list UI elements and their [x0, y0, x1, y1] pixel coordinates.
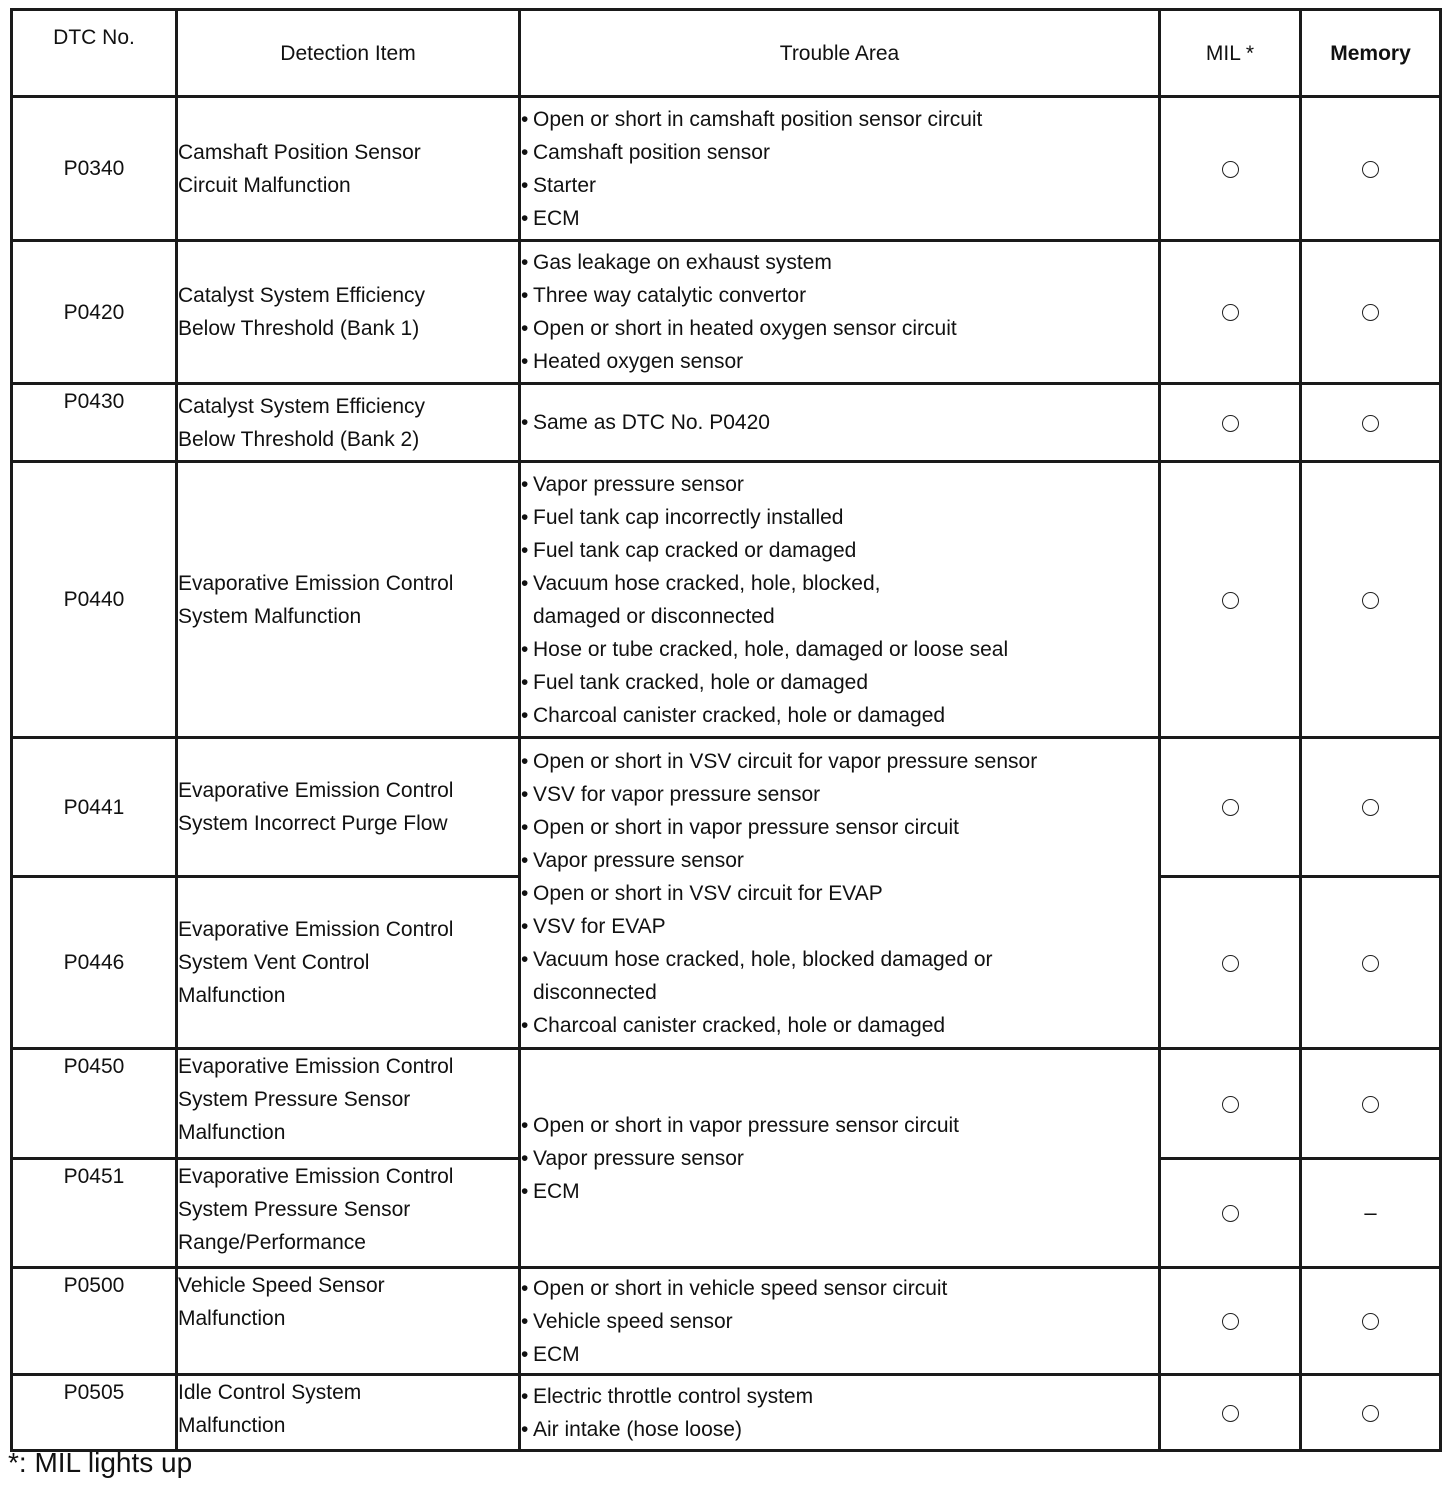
detection-item-line: Camshaft Position Sensor [178, 140, 421, 164]
bullet-dot-icon: • [521, 637, 529, 661]
detection-item-line: System Pressure Sensor [178, 1088, 411, 1111]
detection-item-line: Evaporative Emission Control [178, 918, 454, 941]
circle-mark-icon [1362, 799, 1379, 816]
mil-indicator [1160, 1049, 1301, 1159]
trouble-area-continuation: disconnected [533, 980, 657, 1004]
mil-indicator [1160, 877, 1301, 1049]
trouble-area-text: Starter [533, 173, 597, 197]
mil-indicator [1160, 1268, 1301, 1375]
detection-item-line: Below Threshold (Bank 2) [178, 427, 420, 451]
trouble-area-bullet [521, 1380, 1158, 1413]
bullet-dot-icon: • [521, 703, 529, 727]
bullet-dot-icon: • [521, 173, 529, 197]
bullet-dot-icon: • [521, 1113, 529, 1137]
detection-item-line: Evaporative Emission Control [178, 1055, 454, 1078]
trouble-area-text: Open or short in vapor pressure sensor circuit [533, 815, 960, 839]
bullet-dot-icon: • [521, 284, 529, 307]
trouble-area [520, 1375, 1160, 1451]
table-row [12, 738, 1441, 877]
bullet-dot-icon: • [521, 206, 529, 230]
circle-mark-icon [1362, 304, 1379, 321]
bullet-dot-icon: • [521, 538, 529, 562]
bullet-dot-icon: • [521, 1384, 529, 1408]
footnote: *: MIL lights up [8, 1447, 193, 1478]
header-trouble-area: Trouble Area [520, 10, 1160, 97]
detection-item-line: System Pressure Sensor [178, 1198, 411, 1221]
bullet-dot-icon: • [521, 317, 529, 340]
header-dtc-no: DTC No. [12, 10, 177, 97]
trouble-area-text: Open or short in VSV circuit for vapor pressure sensor [533, 749, 1038, 773]
detection-item [177, 1159, 520, 1268]
memory-indicator [1301, 738, 1441, 877]
detection-item-line: Catalyst System Efficiency [178, 284, 426, 307]
trouble-area-bullet [521, 468, 1158, 501]
detection-item-line: Malfunction [178, 1307, 286, 1330]
trouble-area-bullet [521, 1009, 1158, 1042]
trouble-area-text: Three way catalytic convertor [533, 284, 807, 307]
circle-mark-icon [1222, 1405, 1239, 1422]
circle-mark-icon [1362, 1096, 1379, 1113]
memory-indicator [1301, 462, 1441, 738]
trouble-area-bullet [521, 1413, 1158, 1446]
memory-indicator [1301, 1375, 1441, 1451]
circle-mark-icon [1222, 592, 1239, 609]
trouble-area-text: Electric throttle control system [533, 1384, 814, 1408]
circle-mark-icon [1362, 1313, 1379, 1330]
trouble-area-text: Charcoal canister cracked, hole or damaged [533, 1013, 946, 1037]
trouble-area-text: Open or short in vapor pressure sensor circuit [533, 1113, 960, 1137]
bullet-dot-icon: • [521, 881, 529, 905]
bullet-dot-icon: • [521, 350, 529, 373]
dtc-code [12, 738, 177, 877]
trouble-area-bullet [521, 633, 1158, 666]
dtc-code-text: P0430 [63, 390, 125, 413]
bullet-dot-icon: • [521, 749, 529, 773]
dtc-code-text: P0420 [63, 300, 125, 324]
circle-mark-icon [1222, 304, 1239, 321]
detection-item-line: Evaporative Emission Control [178, 1165, 454, 1188]
detection-item-line: System Malfunction [178, 604, 362, 628]
circle-mark-icon [1362, 415, 1379, 432]
mil-indicator [1160, 241, 1301, 384]
mil-indicator [1160, 1159, 1301, 1268]
trouble-area-bullet [521, 406, 1158, 439]
bullet-dot-icon: • [521, 947, 529, 971]
trouble-area-text: Open or short in camshaft position sensor circuit [533, 107, 983, 131]
trouble-area-bullet [521, 246, 1158, 279]
dtc-code [12, 462, 177, 738]
trouble-area-bullet [521, 877, 1158, 910]
circle-mark-icon [1222, 161, 1239, 178]
table-row [12, 97, 1441, 241]
trouble-area-bullet [521, 1338, 1158, 1371]
trouble-area-text: Vacuum hose cracked, hole, blocked, [533, 571, 881, 595]
bullet-dot-icon: • [521, 411, 529, 434]
mil-indicator [1160, 384, 1301, 462]
trouble-area-bullet [521, 534, 1158, 567]
dtc-code [12, 97, 177, 241]
circle-mark-icon [1362, 955, 1379, 972]
trouble-area [520, 462, 1160, 738]
bullet-dot-icon: • [521, 1146, 529, 1170]
dtc-code-text: P0441 [63, 795, 125, 819]
bullet-dot-icon: • [521, 505, 529, 529]
detection-item-line: Circuit Malfunction [178, 173, 351, 197]
trouble-area-bullet [521, 778, 1158, 811]
trouble-area-text: Fuel tank cracked, hole or damaged [533, 670, 869, 694]
trouble-area-bullet [521, 1305, 1158, 1338]
trouble-area [520, 1268, 1160, 1375]
circle-mark-icon [1222, 1205, 1239, 1222]
dtc-code [12, 877, 177, 1049]
bullet-dot-icon: • [521, 107, 529, 131]
detection-item-line: Catalyst System Efficiency [178, 394, 426, 418]
dtc-code [12, 1375, 177, 1451]
bullet-dot-icon: • [521, 251, 529, 274]
trouble-area-text: Open or short in VSV circuit for EVAP [533, 881, 883, 905]
trouble-area-bullet [521, 1272, 1158, 1305]
bullet-dot-icon: • [521, 472, 529, 496]
bullet-dot-icon: • [521, 1309, 529, 1333]
dtc-code [12, 384, 177, 462]
trouble-area-bullet [521, 844, 1158, 877]
bullet-dot-icon: • [521, 1276, 529, 1300]
trouble-area-bullet [521, 910, 1158, 943]
mil-indicator [1160, 462, 1301, 738]
circle-mark-icon [1222, 1096, 1239, 1113]
mil-indicator [1160, 738, 1301, 877]
header-memory: Memory [1301, 10, 1441, 97]
dtc-code-text: P0340 [63, 157, 125, 180]
bullet-dot-icon: • [521, 571, 529, 595]
circle-mark-icon [1222, 415, 1239, 432]
bullet-dot-icon: • [521, 1013, 529, 1037]
trouble-area-text: Camshaft position sensor [533, 140, 770, 164]
header-row [12, 10, 1441, 97]
dtc-code-text: P0451 [63, 1165, 125, 1188]
circle-mark-icon [1362, 1405, 1379, 1422]
dtc-code [12, 1268, 177, 1375]
trouble-area-bullet [521, 1175, 1158, 1208]
trouble-area-text: VSV for EVAP [533, 914, 666, 938]
trouble-area-bullet [521, 699, 1158, 732]
memory-indicator [1301, 384, 1441, 462]
trouble-area-text: Vapor pressure sensor [533, 1146, 744, 1170]
bullet-dot-icon: • [521, 815, 529, 839]
trouble-area-text: Gas leakage on exhaust system [533, 251, 832, 274]
memory-indicator [1301, 97, 1441, 241]
detection-item-line: Malfunction [178, 1121, 286, 1144]
trouble-area-bullet [521, 1142, 1158, 1175]
detection-item-line: Range/Performance [178, 1231, 366, 1254]
detection-item-line: System Vent Control [178, 951, 370, 974]
detection-item-line: Malfunction [178, 984, 286, 1007]
table-row [12, 1049, 1441, 1159]
dtc-code [12, 1159, 177, 1268]
trouble-area-text: Heated oxygen sensor [533, 350, 744, 373]
trouble-area-text: Open or short in heated oxygen sensor circuit [533, 317, 957, 340]
dash-mark: – [1364, 1200, 1377, 1225]
circle-mark-icon [1362, 161, 1379, 178]
detection-item [177, 462, 520, 738]
trouble-area-text: Vehicle speed sensor [533, 1309, 733, 1333]
bullet-dot-icon: • [521, 782, 529, 806]
bullet-dot-icon: • [521, 670, 529, 694]
trouble-area-text: ECM [533, 1179, 580, 1203]
bullet-dot-icon: • [521, 848, 529, 872]
header-mil: MIL * [1160, 10, 1301, 97]
trouble-area-continuation: damaged or disconnected [533, 604, 775, 628]
bullet-dot-icon: • [521, 914, 529, 938]
trouble-area-text: Hose or tube cracked, hole, damaged or loose seal [533, 637, 1009, 661]
trouble-area-text: ECM [533, 1342, 580, 1366]
trouble-area-bullet [521, 202, 1158, 235]
trouble-area-text: ECM [533, 206, 580, 230]
trouble-area-text: Air intake (hose loose) [533, 1417, 742, 1441]
trouble-area-text: Fuel tank cap incorrectly installed [533, 505, 844, 529]
detection-item [177, 877, 520, 1049]
trouble-area-text: Open or short in vehicle speed sensor circuit [533, 1276, 948, 1300]
detection-item-line: System Incorrect Purge Flow [178, 812, 448, 835]
dtc-code-text: P0450 [63, 1055, 125, 1078]
trouble-area-bullet [521, 943, 1158, 976]
table-row [12, 384, 1441, 462]
trouble-area [520, 97, 1160, 241]
detection-item-line: Evaporative Emission Control [178, 571, 454, 595]
detection-item-line: Below Threshold (Bank 1) [178, 317, 420, 340]
memory-indicator [1301, 1159, 1441, 1268]
circle-mark-icon [1222, 955, 1239, 972]
memory-indicator [1301, 1049, 1441, 1159]
bullet-dot-icon: • [521, 140, 529, 164]
trouble-area-text: Vapor pressure sensor [533, 472, 744, 496]
circle-mark-icon [1222, 1313, 1239, 1330]
trouble-area-text: Vacuum hose cracked, hole, blocked damaged or [533, 947, 993, 971]
trouble-area-text: Charcoal canister cracked, hole or damaged [533, 703, 946, 727]
memory-indicator [1301, 877, 1441, 1049]
trouble-area-text: Vapor pressure sensor [533, 848, 744, 872]
bullet-dot-icon: • [521, 1417, 529, 1441]
detection-item [177, 1375, 520, 1451]
dtc-code-text: P0446 [63, 951, 125, 974]
dtc-code [12, 241, 177, 384]
trouble-area-bullet [521, 666, 1158, 699]
trouble-area-bullet [521, 745, 1158, 778]
trouble-area [520, 384, 1160, 462]
detection-item [177, 241, 520, 384]
detection-item [177, 1049, 520, 1159]
trouble-area-text: Same as DTC No. P0420 [533, 411, 770, 434]
trouble-area-text: Fuel tank cap cracked or damaged [533, 538, 857, 562]
dtc-code-text: P0505 [63, 1381, 125, 1404]
dtc-code-text: P0500 [63, 1274, 125, 1297]
circle-mark-icon [1222, 799, 1239, 816]
detection-item-line: Evaporative Emission Control [178, 779, 454, 802]
trouble-area-text: VSV for vapor pressure sensor [533, 782, 821, 806]
trouble-area-bullet [521, 136, 1158, 169]
trouble-area-bullet [521, 103, 1158, 136]
mil-indicator [1160, 97, 1301, 241]
mil-indicator [1160, 1375, 1301, 1451]
detection-item-line: Vehicle Speed Sensor [178, 1274, 385, 1297]
trouble-area-bullet [521, 312, 1158, 345]
bullet-dot-icon: • [521, 1342, 529, 1366]
trouble-area [520, 1049, 1160, 1268]
memory-indicator [1301, 1268, 1441, 1375]
trouble-area [520, 738, 1160, 1049]
dtc-code [12, 1049, 177, 1159]
table-row [12, 1268, 1441, 1375]
table-row [12, 1375, 1441, 1451]
memory-indicator [1301, 241, 1441, 384]
table-row [12, 462, 1441, 738]
circle-mark-icon [1362, 592, 1379, 609]
trouble-area-bullet [521, 345, 1158, 378]
dtc-code-text: P0440 [63, 588, 125, 611]
bullet-dot-icon: • [521, 1179, 529, 1203]
trouble-area-bullet [521, 169, 1158, 202]
trouble-area-bullet [521, 501, 1158, 534]
header-detection-item: Detection Item [177, 10, 520, 97]
trouble-area-bullet [521, 1109, 1158, 1142]
trouble-area-bullet [521, 279, 1158, 312]
dtc-table [10, 8, 1442, 1452]
detection-item-line: Malfunction [178, 1414, 286, 1437]
detection-item [177, 384, 520, 462]
trouble-area-bullet [521, 567, 1158, 600]
trouble-area-bullet [521, 811, 1158, 844]
detection-item-line: Idle Control System [178, 1381, 362, 1404]
trouble-area [520, 241, 1160, 384]
table-row [12, 241, 1441, 384]
detection-item [177, 738, 520, 877]
detection-item [177, 97, 520, 241]
detection-item [177, 1268, 520, 1375]
